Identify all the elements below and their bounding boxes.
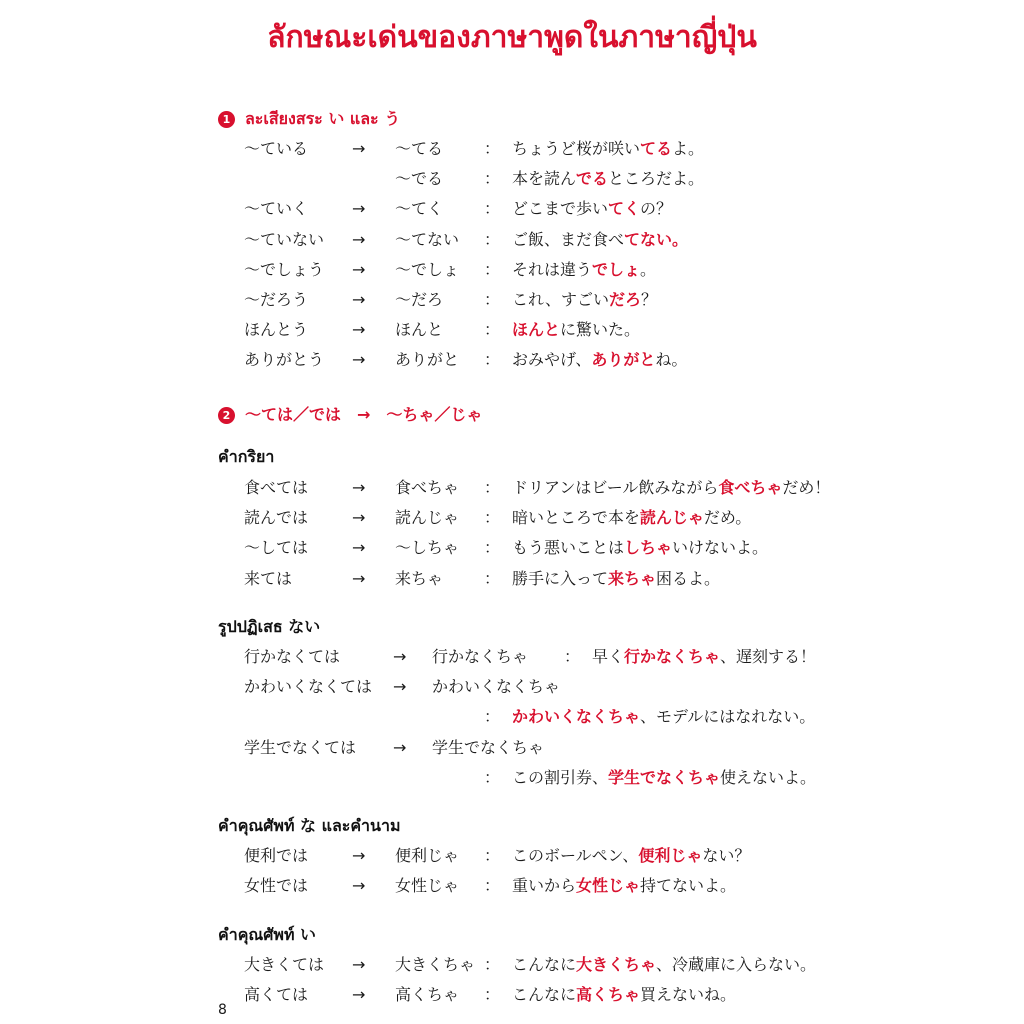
arrow-glyph: → xyxy=(352,985,366,1005)
highlighted-form: ほんと xyxy=(512,320,561,340)
arrow-glyph: → xyxy=(352,259,366,279)
example-sentence xyxy=(512,349,687,371)
sentence-text: ？ xyxy=(640,290,657,309)
arrow-glyph: → xyxy=(352,568,366,588)
source-form: ～しては xyxy=(244,538,309,558)
arrow-glyph: → xyxy=(393,647,407,666)
sentence-text: この割引券、 xyxy=(512,767,609,787)
source-form: ～ていない xyxy=(244,229,325,249)
example-sentence xyxy=(512,537,768,559)
colloquial-form: 大きくちゃ xyxy=(395,955,476,974)
arrow-glyph: → xyxy=(352,139,366,158)
source-form: 大きくては xyxy=(244,955,325,974)
example-sentence xyxy=(512,229,688,251)
separator-colon: ： xyxy=(484,707,501,727)
colloquial-form: ～てない xyxy=(395,229,460,249)
colloquial-form: かわいくなくちゃ xyxy=(432,677,561,697)
highlighted-form: てく xyxy=(608,199,641,219)
highlighted-form: ありがと xyxy=(591,350,656,370)
arrow-glyph: → xyxy=(352,320,366,340)
source-form: ～ている xyxy=(244,139,309,158)
example-sentence xyxy=(512,767,816,789)
source-form: 行かなくては xyxy=(244,647,341,666)
section-2-heading-text: ～ては／では → ～ちゃ／じゃ xyxy=(245,405,483,424)
sentence-text: もう悪いことは xyxy=(512,538,625,558)
source-form: ありがとう xyxy=(244,350,325,370)
highlighted-form: かわいくなくちゃ xyxy=(512,707,641,727)
example-sentence xyxy=(512,198,672,220)
sentence-text: 、遅刻する！ xyxy=(720,647,817,666)
sentence-text: の？ xyxy=(640,199,673,219)
sentence-text: こんなに xyxy=(512,985,577,1005)
highlighted-form: 食べちゃ xyxy=(718,478,783,497)
arrow-glyph: → xyxy=(352,846,366,865)
sentence-text: 買えないね。 xyxy=(640,985,737,1005)
arrow-glyph: → xyxy=(352,229,366,249)
source-form: 来ては xyxy=(244,568,293,588)
arrow-glyph: → xyxy=(352,199,366,219)
highlighted-form: だろ xyxy=(608,290,641,309)
colloquial-form: 行かなくちゃ xyxy=(432,647,529,666)
arrow-glyph: → xyxy=(393,737,407,757)
separator-colon: ： xyxy=(484,568,501,588)
sentence-text: これ、すごい xyxy=(512,290,609,309)
colloquial-form: ～だろ xyxy=(395,290,444,309)
section-2-heading xyxy=(218,402,482,425)
highlighted-form: でしょ xyxy=(592,259,641,279)
example-sentence xyxy=(512,954,816,976)
colloquial-form: ありがと xyxy=(395,350,460,370)
sentence-text: 重いから xyxy=(512,876,577,896)
source-form: かわいくなくては xyxy=(244,677,373,697)
source-form: ほんとう xyxy=(244,320,309,340)
sentence-text: どこまで歩い xyxy=(512,199,609,219)
colloquial-form: 便利じゃ xyxy=(395,846,460,865)
separator-colon: ： xyxy=(484,229,501,249)
arrow-glyph: → xyxy=(352,508,366,528)
separator-colon: ： xyxy=(484,767,501,787)
arrow-glyph: → xyxy=(352,350,366,370)
separator-colon: ： xyxy=(484,139,501,158)
na-adjective-subheading: คำคุณศัพท์ な และคำนาม xyxy=(218,816,401,835)
example-sentence xyxy=(512,568,720,590)
sentence-text: いけないよ。 xyxy=(672,538,769,558)
arrow-glyph: → xyxy=(393,677,407,697)
example-sentence xyxy=(512,845,750,867)
highlighted-form: 高くちゃ xyxy=(576,985,641,1005)
separator-colon: ： xyxy=(484,169,501,189)
separator-colon: ： xyxy=(484,955,501,974)
sentence-text: に驚いた。 xyxy=(560,320,641,340)
separator-colon: ： xyxy=(484,290,501,309)
highlighted-form: 女性じゃ xyxy=(576,876,641,896)
source-form: ～ていく xyxy=(244,199,309,219)
highlighted-form: でる xyxy=(576,169,609,189)
separator-colon: ： xyxy=(484,199,501,219)
sentence-text: 困るよ。 xyxy=(656,568,721,588)
highlighted-form: しちゃ xyxy=(624,538,673,558)
arrow-glyph: → xyxy=(352,876,366,896)
example-sentence xyxy=(512,319,640,341)
separator-colon: ： xyxy=(484,876,501,896)
sentence-text: 使えないよ。 xyxy=(720,767,817,787)
separator-colon: ： xyxy=(484,350,501,370)
section-1-number-badge: 1 xyxy=(218,111,235,128)
highlighted-form: 来ちゃ xyxy=(608,568,657,588)
example-sentence xyxy=(512,477,830,499)
source-form: ～でしょう xyxy=(244,259,325,279)
example-sentence xyxy=(512,259,656,281)
colloquial-form: ～しちゃ xyxy=(395,538,460,558)
separator-colon: ： xyxy=(484,508,501,528)
sentence-text: ない？ xyxy=(702,846,751,865)
sentence-text: ところだよ。 xyxy=(608,169,705,189)
colloquial-form: 女性じゃ xyxy=(395,876,460,896)
sentence-text: 本を読ん xyxy=(512,169,577,189)
sentence-text: 。 xyxy=(640,259,657,279)
highlighted-form: 大きくちゃ xyxy=(576,955,657,974)
example-sentence xyxy=(512,875,736,897)
highlighted-form: てない。 xyxy=(624,229,689,249)
i-adjective-subheading: คำคุณศัพท์ い xyxy=(218,925,317,944)
sentence-text: このボールペン、 xyxy=(512,846,639,865)
colloquial-form: ～でしょ xyxy=(395,259,460,279)
sentence-text: ご飯、まだ食べ xyxy=(512,229,625,249)
sentence-text: それは違う xyxy=(512,259,593,279)
colloquial-form: 食べちゃ xyxy=(395,478,460,497)
example-sentence xyxy=(512,138,704,160)
separator-colon: ： xyxy=(564,647,581,666)
arrow-glyph: → xyxy=(352,955,366,974)
section-1-heading-text: ละเสียงสระ い และ う xyxy=(245,109,401,128)
colloquial-form: 読んじゃ xyxy=(395,508,460,528)
highlighted-form: 読んじゃ xyxy=(639,508,704,528)
sentence-text: ね。 xyxy=(655,350,688,370)
sentence-text: こんなに xyxy=(512,955,577,974)
separator-colon: ： xyxy=(484,846,501,865)
source-form: ～だろう xyxy=(244,290,309,309)
source-form: 女性では xyxy=(244,876,309,896)
example-sentence xyxy=(512,706,815,728)
highlighted-form: 便利じゃ xyxy=(638,846,703,865)
separator-colon: ： xyxy=(484,478,501,497)
verbs-subheading: คำกริยา xyxy=(218,447,275,466)
page-title: ลักษณะเด่นของภาษาพูดในภาษาญี่ปุ่น xyxy=(267,20,757,55)
sentence-text: ドリアンはビール飲みながら xyxy=(512,478,719,497)
source-form: 便利では xyxy=(244,846,309,865)
colloquial-form: ほんと xyxy=(395,320,444,340)
sentence-text: 持てないよ。 xyxy=(640,876,737,896)
colloquial-form: 高くちゃ xyxy=(395,985,460,1005)
sentence-text: 、冷蔵庫に入らない。 xyxy=(656,955,817,974)
colloquial-form: ～てる xyxy=(395,139,444,158)
sentence-text: ちょうど桜が咲い xyxy=(512,139,641,158)
arrow-glyph: → xyxy=(352,538,366,558)
highlighted-form: 行かなくちゃ xyxy=(624,647,721,666)
highlighted-form: てる xyxy=(640,139,673,158)
colloquial-form: ～てく xyxy=(395,199,444,219)
sentence-text: 、モデルにはなれない。 xyxy=(640,707,816,727)
sentence-text: だめ！ xyxy=(782,478,831,497)
example-sentence xyxy=(512,289,657,311)
colloquial-form: 来ちゃ xyxy=(395,568,444,588)
colloquial-form: 学生でなくちゃ xyxy=(432,737,545,757)
section-1-heading xyxy=(218,106,400,132)
highlighted-form: 学生でなくちゃ xyxy=(608,767,721,787)
separator-colon: ： xyxy=(484,320,501,340)
source-form: 高くては xyxy=(244,985,309,1005)
source-form: 食べては xyxy=(244,478,309,497)
source-form: 学生でなくては xyxy=(244,737,357,757)
separator-colon: ： xyxy=(484,538,501,558)
section-2-number-badge: 2 xyxy=(218,407,235,424)
sentence-text: 早く xyxy=(592,647,625,666)
source-form: 読んでは xyxy=(244,508,309,528)
example-sentence xyxy=(512,168,704,190)
negative-subheading: รูปปฏิเสธ ない xyxy=(218,617,321,636)
sentence-text: おみやげ、 xyxy=(512,350,592,370)
separator-colon: ： xyxy=(484,259,501,279)
example-sentence xyxy=(592,646,816,668)
page-number: 8 xyxy=(218,1002,227,1018)
sentence-text: 勝手に入って xyxy=(512,568,609,588)
arrow-glyph: → xyxy=(352,290,366,309)
example-sentence xyxy=(512,507,751,529)
sentence-text: だめ。 xyxy=(703,508,752,528)
example-sentence xyxy=(512,984,736,1006)
colloquial-form: ～でる xyxy=(395,169,444,189)
arrow-glyph: → xyxy=(352,478,366,497)
separator-colon: ： xyxy=(484,985,501,1005)
sentence-text: よ。 xyxy=(672,139,705,158)
sentence-text: 暗いところで本を xyxy=(512,508,640,528)
